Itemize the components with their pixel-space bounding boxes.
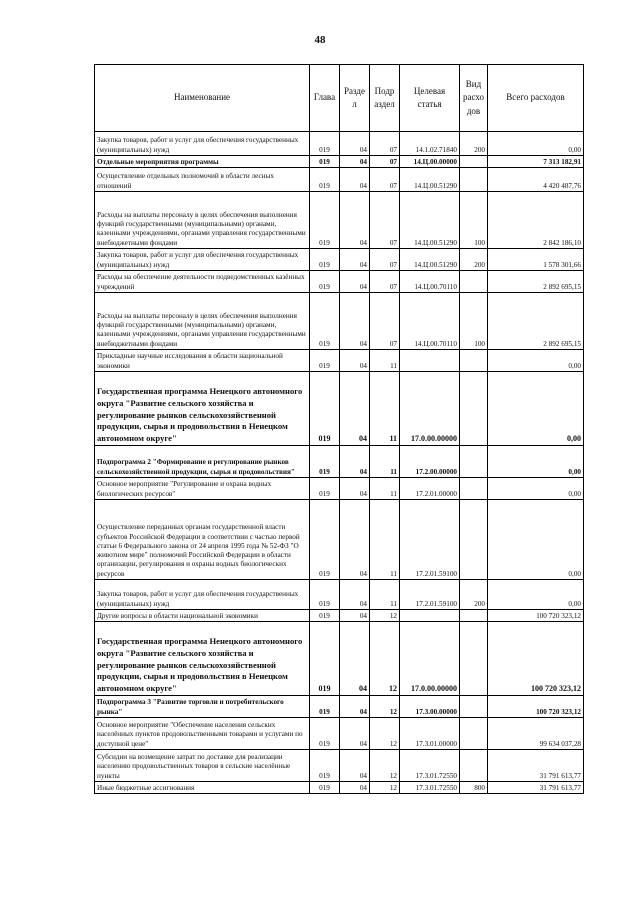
cell-target — [400, 610, 460, 622]
cell-section: 04 — [340, 192, 370, 249]
cell-subsection: 11 — [370, 446, 400, 478]
cell-target: 14.Ц.00.00000 — [400, 156, 460, 168]
cell-section: 04 — [340, 156, 370, 168]
table-row — [95, 478, 584, 500]
cell-chapter: 019 — [310, 350, 340, 372]
cell-subsection: 07 — [370, 132, 400, 156]
cell-section: 04 — [340, 249, 370, 271]
cell-section: 04 — [340, 500, 370, 580]
cell-target: 17.3.01.00000 — [400, 718, 460, 750]
cell-section: 04 — [340, 446, 370, 478]
table-row — [95, 622, 584, 696]
cell-target: 17.3.01.72550 — [400, 782, 460, 794]
cell-total: 2 842 186,10 — [488, 192, 584, 249]
cell-name: Осуществление переданных органам государственной власти субъектов Российской Федерации в соответствии с частью первой статьи 6 Федерального закона от 24 апреля 1995 года № 52-ФЗ "О животном мире" полномочий Российской Федерации в области организации, регулирования и охраны водных биологических ресурсов — [95, 500, 310, 580]
table-row — [95, 249, 584, 271]
cell-target: 17.2.01.59100 — [400, 580, 460, 610]
cell-section: 04 — [340, 271, 370, 293]
cell-name: Закупка товаров, работ и услуг для обеспечения государственных (муниципальных) нужд — [95, 132, 310, 156]
header-expense-type: Вид расхо дов — [460, 65, 488, 132]
cell-name: Другие вопросы в области национальной экономики — [95, 610, 310, 622]
cell-expense-type — [460, 696, 488, 718]
cell-total: 4 420 487,76 — [488, 168, 584, 192]
cell-total: 99 634 037,28 — [488, 718, 584, 750]
table-row — [95, 293, 584, 350]
cell-chapter: 019 — [310, 271, 340, 293]
cell-name: Иные бюджетные ассигнования — [95, 782, 310, 794]
cell-chapter: 019 — [310, 478, 340, 500]
cell-chapter: 019 — [310, 500, 340, 580]
cell-section: 04 — [340, 718, 370, 750]
table-row — [95, 271, 584, 293]
cell-name: Субсидии на возмещение затрат по доставке для реализации населению продовольственных товаров в сельские населённые пункты — [95, 750, 310, 782]
cell-expense-type — [460, 156, 488, 168]
cell-subsection: 11 — [370, 350, 400, 372]
cell-name: Основное мероприятие "Регулирование и охрана водных биологических ресурсов" — [95, 478, 310, 500]
cell-target: 14.Ц.00.51290 — [400, 249, 460, 271]
cell-expense-type: 100 — [460, 192, 488, 249]
cell-total: 0,00 — [488, 500, 584, 580]
cell-name: Расходы на выплаты персоналу в целях обеспечения выполнения функций государственными (муниципальными) органами, казенными учреждениями, органами управления государственными внебюджетными фондами — [95, 192, 310, 249]
cell-total: 100 720 323,12 — [488, 622, 584, 696]
header-chapter: Глава — [310, 65, 340, 132]
table-row — [95, 610, 584, 622]
cell-section: 04 — [340, 610, 370, 622]
cell-name: Государственная программа Ненецкого автономного округа "Развитие сельского хозяйства и регулирование рынков сельскохозяйственной продукции, сырья и продовольствия в Ненецком автономном округе" — [95, 372, 310, 446]
table-body — [95, 132, 584, 794]
cell-section: 04 — [340, 580, 370, 610]
cell-chapter: 019 — [310, 622, 340, 696]
cell-target: 14.Ц.00.51290 — [400, 192, 460, 249]
cell-expense-type — [460, 168, 488, 192]
table-row — [95, 168, 584, 192]
cell-total: 31 791 613,77 — [488, 782, 584, 794]
table-row — [95, 718, 584, 750]
cell-name: Расходы на выплаты персоналу в целях обеспечения выполнения функций государственными (муниципальными) органами, казенными учреждениями, органами управления государственными внебюджетными фондами — [95, 293, 310, 350]
cell-name: Расходы на обеспечение деятельности подведомственных казённых учреждений — [95, 271, 310, 293]
cell-expense-type — [460, 500, 488, 580]
table-row — [95, 580, 584, 610]
cell-subsection: 11 — [370, 500, 400, 580]
cell-target: 17.2.01.00000 — [400, 478, 460, 500]
cell-name: Закупка товаров, работ и услуг для обеспечения государственных (муниципальных) нужд — [95, 249, 310, 271]
cell-name: Подпрограмма 3 "Развитие торговли и потребительского рынка" — [95, 696, 310, 718]
cell-expense-type: 200 — [460, 249, 488, 271]
cell-chapter: 019 — [310, 192, 340, 249]
cell-expense-type — [460, 350, 488, 372]
cell-subsection: 07 — [370, 293, 400, 350]
cell-total: 100 720 323,12 — [488, 610, 584, 622]
cell-chapter: 019 — [310, 372, 340, 446]
cell-total: 0,00 — [488, 372, 584, 446]
cell-total: 0,00 — [488, 478, 584, 500]
cell-chapter: 019 — [310, 750, 340, 782]
header-total: Всего расходов — [488, 65, 584, 132]
cell-section: 04 — [340, 622, 370, 696]
cell-total: 2 892 695,15 — [488, 271, 584, 293]
table-row — [95, 132, 584, 156]
cell-section: 04 — [340, 696, 370, 718]
cell-chapter: 019 — [310, 249, 340, 271]
cell-expense-type — [460, 622, 488, 696]
cell-chapter: 019 — [310, 696, 340, 718]
header-subsection: Подр аздел — [370, 65, 400, 132]
cell-total: 2 892 695,15 — [488, 293, 584, 350]
table-header-row — [95, 65, 584, 132]
cell-section: 04 — [340, 478, 370, 500]
cell-chapter: 019 — [310, 293, 340, 350]
table-row — [95, 156, 584, 168]
cell-subsection: 07 — [370, 168, 400, 192]
table-row — [95, 782, 584, 794]
table-row — [95, 350, 584, 372]
cell-total: 0,00 — [488, 350, 584, 372]
cell-section: 04 — [340, 168, 370, 192]
cell-target: 14.Ц.00.70110 — [400, 271, 460, 293]
cell-section: 04 — [340, 293, 370, 350]
cell-expense-type: 200 — [460, 580, 488, 610]
cell-total: 100 720 323,12 — [488, 696, 584, 718]
cell-subsection: 07 — [370, 249, 400, 271]
budget-table — [94, 64, 584, 794]
cell-chapter: 019 — [310, 132, 340, 156]
cell-name: Подпрограмма 2 "Формирование и регулирование рынков сельскохозяйственной продукции, сырья и продовольствия" — [95, 446, 310, 478]
cell-subsection: 12 — [370, 750, 400, 782]
cell-total: 31 791 613,77 — [488, 750, 584, 782]
cell-chapter: 019 — [310, 610, 340, 622]
table-row — [95, 696, 584, 718]
cell-name: Основное мероприятие "Обеспечение населения сельских населённых пунктов продовольственными товарами и услугами по доступной цене" — [95, 718, 310, 750]
header-name: Наименование — [95, 65, 310, 132]
cell-subsection: 12 — [370, 610, 400, 622]
cell-section: 04 — [340, 132, 370, 156]
cell-section: 04 — [340, 350, 370, 372]
cell-expense-type — [460, 446, 488, 478]
cell-name: Осуществление отдельных полномочий в области лесных отношений — [95, 168, 310, 192]
cell-target: 17.2.01.59100 — [400, 500, 460, 580]
cell-subsection: 07 — [370, 271, 400, 293]
cell-chapter: 019 — [310, 446, 340, 478]
cell-section: 04 — [340, 782, 370, 794]
table-row — [95, 446, 584, 478]
cell-subsection: 11 — [370, 580, 400, 610]
page-number: 48 — [314, 34, 326, 46]
cell-expense-type — [460, 372, 488, 446]
cell-target — [400, 350, 460, 372]
table-row — [95, 750, 584, 782]
cell-target: 17.3.01.72550 — [400, 750, 460, 782]
header-section: Разде л — [340, 65, 370, 132]
cell-subsection: 07 — [370, 192, 400, 249]
cell-expense-type: 100 — [460, 293, 488, 350]
cell-section: 04 — [340, 372, 370, 446]
cell-subsection: 11 — [370, 372, 400, 446]
cell-target: 17.2.00.00000 — [400, 446, 460, 478]
header-target: Целевая статья — [400, 65, 460, 132]
cell-subsection: 07 — [370, 156, 400, 168]
cell-name: Прикладные научные исследования в области национальной экономики — [95, 350, 310, 372]
cell-total: 7 313 182,91 — [488, 156, 584, 168]
cell-section: 04 — [340, 750, 370, 782]
cell-subsection: 12 — [370, 696, 400, 718]
cell-chapter: 019 — [310, 168, 340, 192]
cell-expense-type: 200 — [460, 132, 488, 156]
cell-chapter: 019 — [310, 782, 340, 794]
cell-name: Закупка товаров, работ и услуг для обеспечения государственных (муниципальных) нужд — [95, 580, 310, 610]
cell-subsection: 12 — [370, 622, 400, 696]
cell-total: 1 578 301,66 — [488, 249, 584, 271]
cell-target: 14.Ц.00.51290 — [400, 168, 460, 192]
cell-target: 14.Ц.00.70110 — [400, 293, 460, 350]
cell-subsection: 11 — [370, 478, 400, 500]
table-row — [95, 372, 584, 446]
cell-expense-type: 800 — [460, 782, 488, 794]
table-row — [95, 192, 584, 249]
cell-expense-type — [460, 610, 488, 622]
cell-chapter: 019 — [310, 718, 340, 750]
cell-expense-type — [460, 271, 488, 293]
cell-total: 0,00 — [488, 580, 584, 610]
cell-total: 0,00 — [488, 132, 584, 156]
cell-target: 17.3.00.00000 — [400, 696, 460, 718]
cell-target: 17.0.00.00000 — [400, 622, 460, 696]
cell-chapter: 019 — [310, 156, 340, 168]
cell-target: 14.1.02.71840 — [400, 132, 460, 156]
cell-chapter: 019 — [310, 580, 340, 610]
cell-name: Отдельные мероприятия программы — [95, 156, 310, 168]
cell-expense-type — [460, 750, 488, 782]
cell-subsection: 12 — [370, 718, 400, 750]
cell-name: Государственная программа Ненецкого автономного округа "Развитие сельского хозяйства и регулирование рынков сельскохозяйственной продукции, сырья и продовольствия в Ненецком автономном округе" — [95, 622, 310, 696]
cell-total: 0,00 — [488, 446, 584, 478]
cell-subsection: 12 — [370, 782, 400, 794]
table-row — [95, 500, 584, 580]
cell-expense-type — [460, 478, 488, 500]
cell-expense-type — [460, 718, 488, 750]
cell-target: 17.0.00.00000 — [400, 372, 460, 446]
